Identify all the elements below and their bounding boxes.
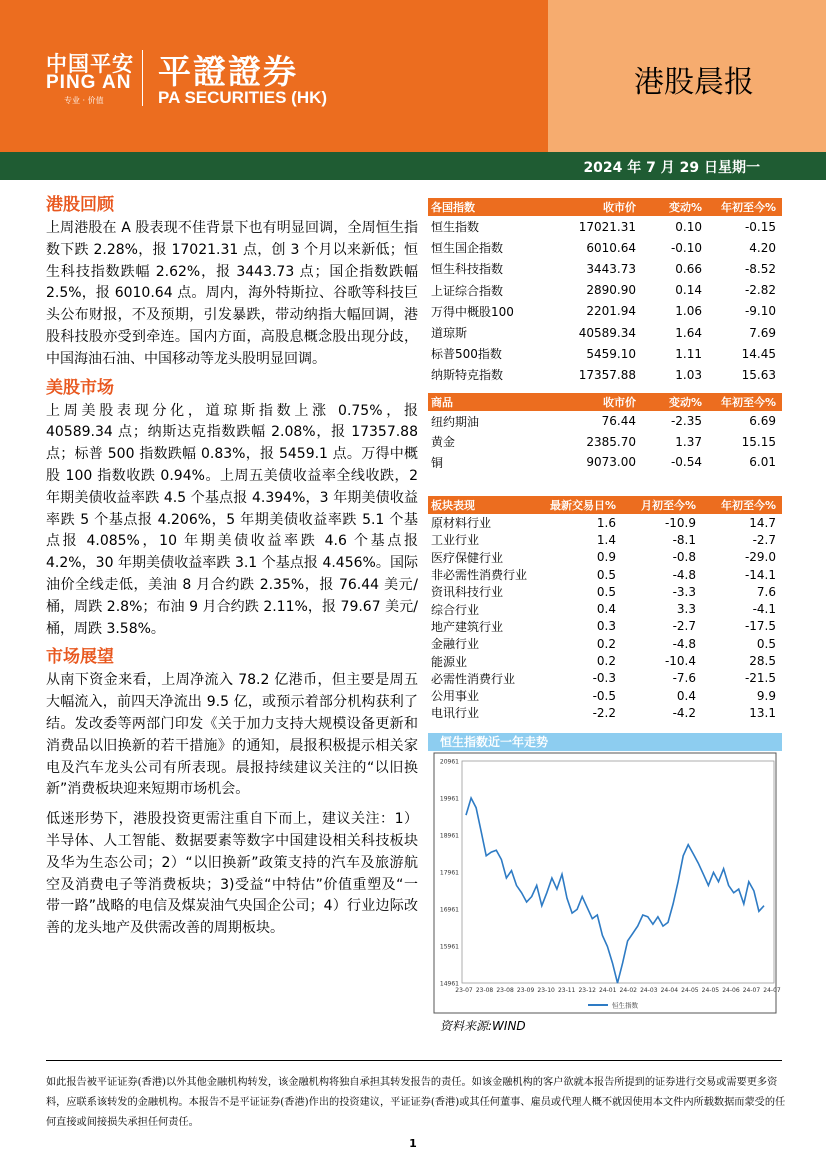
table-cell: 非必需性消费行业 — [431, 568, 528, 583]
table-row — [428, 583, 782, 600]
page-number: 1 — [409, 1137, 417, 1150]
table-cell: 道琼斯 — [431, 326, 468, 341]
hsi-chart — [428, 751, 782, 1016]
table-cell: 医疗保健行业 — [431, 550, 504, 565]
x-tick-label: 24-07 — [742, 987, 761, 994]
table-cell: 综合行业 — [431, 602, 480, 617]
table-row — [428, 687, 782, 704]
table-cell: 能源业 — [431, 654, 468, 669]
y-tick-label: 15961 — [439, 943, 459, 951]
y-tick-label: 18961 — [439, 832, 459, 840]
section-paragraph: 从南下资金来看，上周净流入 78.2 亿港币，但主要是周五大幅流入，前四天净流出 9.5 亿，或预示着部分机构获利了结。发改委等两部门印发《关于加力支持大规模设备更新和消费品以旧换新的若干措施》的通知，晨报积极提示相关家电及汽车龙头公司有所表现。晨报持续建议关注的“以旧换新”消费板块迎来短期市场机会。 — [46, 672, 418, 798]
chart-title: 恒生指数近一年走势 — [428, 733, 782, 751]
table-cell: 0.9 — [596, 550, 616, 565]
table-cell: 17357.88 — [578, 367, 636, 382]
brand-name-cn: 平證證券 — [158, 52, 298, 91]
table-cell: 标普500指数 — [431, 347, 502, 362]
table-cell: 0.2 — [596, 636, 616, 651]
table-row — [428, 301, 782, 322]
table-cell: -8.52 — [744, 261, 776, 276]
table-cell: -2.82 — [744, 283, 776, 298]
table-cell: -21.5 — [744, 671, 776, 686]
table-cell: 必需性消费行业 — [431, 671, 516, 686]
table-cell: 2201.94 — [586, 304, 636, 319]
table-header: 商品 收市价 变动% 年初至今% — [428, 393, 782, 411]
table-cell: 恒生指数 — [431, 220, 480, 235]
table-row — [428, 452, 782, 473]
table-cell: 0.4 — [596, 602, 616, 617]
table-row — [428, 514, 782, 531]
table-cell: 0.5 — [756, 636, 776, 651]
table-cell: -2.7 — [672, 619, 696, 634]
table-cell: -10.4 — [664, 654, 696, 669]
logo-divider — [142, 50, 143, 106]
table-row — [428, 258, 782, 279]
table-cell: 1.11 — [675, 346, 702, 361]
table-row — [428, 566, 782, 583]
y-tick-label: 19961 — [439, 795, 459, 803]
table-cell: 工业行业 — [431, 533, 480, 548]
table-row — [428, 704, 782, 721]
x-tick-label: 23-09 — [516, 987, 535, 994]
table-header: 各国指数 收市价 变动% 年初至今% — [428, 198, 782, 216]
table-cell: -3.3 — [672, 584, 696, 599]
table-cell: 6010.64 — [586, 240, 636, 255]
table-row — [428, 531, 782, 548]
footer-divider — [46, 1060, 782, 1061]
table-cell: 5459.10 — [586, 346, 636, 361]
table-row — [428, 432, 782, 453]
x-tick-label: 23-10 — [537, 987, 555, 994]
table-row — [428, 670, 782, 687]
table-cell: 6.01 — [749, 455, 776, 470]
x-tick-label: 24-02 — [619, 987, 637, 994]
table-row — [428, 411, 782, 432]
table-cell: 0.2 — [596, 654, 616, 669]
table-row — [428, 618, 782, 635]
x-tick-label: 24-03 — [640, 987, 658, 994]
y-tick-label: 20961 — [439, 758, 459, 766]
chart-frame — [434, 753, 776, 1013]
header-brand-panel — [0, 0, 548, 152]
x-tick-label: 24-07 — [763, 987, 781, 994]
table-cell: -0.54 — [670, 455, 702, 470]
table-cell: 0.5 — [596, 567, 616, 582]
index-table — [428, 198, 782, 386]
table-cell: 4.20 — [749, 240, 776, 255]
pingan-logo-cn: 中国平安 — [46, 52, 134, 76]
hsi-chart-svg — [428, 751, 782, 1016]
table-cell: 恒生科技指数 — [431, 262, 504, 277]
table-cell: 恒生国企指数 — [431, 241, 504, 256]
section-title: 美股市场 — [46, 377, 114, 398]
table-cell: -0.3 — [592, 671, 616, 686]
x-tick-label: 23-08 — [475, 987, 494, 994]
table-cell: 1.64 — [675, 325, 702, 340]
table-cell: -17.5 — [744, 619, 776, 634]
commentary-column — [46, 192, 418, 940]
table-cell: -4.1 — [752, 602, 776, 617]
table-row — [428, 216, 782, 237]
table-cell: 15.63 — [741, 367, 776, 382]
section-paragraph: 上周港股在 A 股表现不佳背景下也有明显回调，全周恒生指数下跌 2.28%，报 17021.31 点，创 3 个月以来新低；恒生科技指数跌幅 2.62%，报 3443.73 点；国企指数跌幅 2.5%，报 6010.64 点。周内，海外特斯拉、谷歌等科技巨头公布财报，不及预期，引发暴跌，带动纳指大幅回调，港股科技股亦受到牵连。国内方面，高股息概念股出现分歧，中国海油石油、中国移动等龙头股明显回调。 — [46, 220, 418, 367]
table-cell: -0.5 — [592, 688, 616, 703]
table-row — [428, 343, 782, 364]
report-date: 2024 年 7 月 29 日星期一 — [583, 160, 760, 176]
table-cell: 15.15 — [741, 434, 776, 449]
table-cell: 0.10 — [675, 219, 702, 234]
table-cell: 3443.73 — [586, 261, 636, 276]
table-cell: -14.1 — [744, 567, 776, 582]
x-tick-label: 24-05 — [681, 987, 699, 994]
y-tick-label: 17961 — [439, 869, 459, 877]
table-cell: -4.2 — [672, 705, 696, 720]
x-tick-label: 23-07 — [455, 987, 473, 994]
table-cell: -29.0 — [744, 550, 776, 565]
table-cell: 14.7 — [749, 515, 776, 530]
table-row — [428, 549, 782, 566]
table-cell: 6.69 — [749, 414, 776, 429]
table-cell: 1.4 — [596, 532, 616, 547]
table-row — [428, 652, 782, 669]
table-cell: 13.1 — [749, 705, 776, 720]
section-title: 港股回顾 — [46, 195, 114, 215]
table-cell: -2.2 — [592, 705, 616, 720]
commodity-table — [428, 393, 782, 473]
table-cell: 9.9 — [756, 688, 776, 703]
table-cell: 2385.70 — [586, 434, 636, 449]
table-row — [428, 237, 782, 258]
section-paragraph: 低迷形势下，港股投资更需注重自下而上，建议关注：1）半导体、人工智能、数据要素等数字中国建设相关科技板块及华为生态公司；2）“以旧换新”政策支持的汽车及旅游航空及消费电子等消费板块；3)受益“中特估”价值重塑及“一带一路”战略的电信及煤炭油气央国企公司；4）行业边际改善的龙头地产及供需改善的周期板块。 — [46, 811, 418, 937]
table-cell: -10.9 — [664, 515, 696, 530]
pingan-slogan: 专业 · 价值 — [64, 96, 104, 105]
table-row — [428, 280, 782, 301]
table-cell: -0.15 — [744, 219, 776, 234]
table-cell: 1.06 — [675, 304, 702, 319]
table-cell: 0.3 — [596, 619, 616, 634]
table-row — [428, 600, 782, 617]
report-header — [0, 0, 826, 152]
disclaimer: 如此报告被平证证券(香港)以外其他金融机构转发，该金融机构将独自承担其转发报告的责任。如该金融机构的客户欲就本报告所提到的证券进行交易或需要更多资料，应联系该转发的金融机构。本报告不是平证证券(香港)作出的投资建议，平证证券(香港)或其任何董事、雇员或代理人概不就因使用本文件内所载数据而蒙受的任何直接或间接损失承担任何责任。 — [46, 1077, 786, 1128]
table-row — [428, 364, 782, 385]
table-cell: 上证综合指数 — [431, 283, 504, 298]
y-tick-label: 16961 — [439, 906, 459, 914]
pingan-logo-en: PING AN — [46, 72, 132, 93]
table-cell: 1.03 — [675, 367, 702, 382]
brand-name-en: PA SECURITIES (HK) — [158, 88, 328, 107]
table-cell: 纽约期油 — [431, 414, 480, 429]
table-cell: -2.35 — [670, 414, 702, 429]
table-cell: 14.45 — [741, 346, 776, 361]
table-cell: -0.8 — [672, 550, 696, 565]
table-cell: -9.10 — [744, 304, 776, 319]
table-cell: 2890.90 — [586, 283, 636, 298]
x-tick-label: 24-05 — [701, 987, 720, 994]
legend-label: 恒生指数 — [612, 1001, 638, 1010]
table-cell: -8.1 — [672, 532, 696, 547]
table-cell: 9073.00 — [586, 455, 636, 470]
sector-table — [428, 496, 782, 722]
table-cell: 公用事业 — [431, 689, 480, 704]
x-tick-label: 24-04 — [660, 987, 679, 994]
report-title: 港股晨报 — [634, 65, 754, 100]
table-cell: 万得中概股100 — [431, 304, 514, 319]
table-cell: 7.6 — [756, 584, 776, 599]
table-cell: 40589.34 — [578, 325, 636, 340]
table-cell: -4.8 — [672, 636, 696, 651]
x-tick-label: 24-01 — [599, 987, 617, 994]
table-cell: 0.5 — [596, 584, 616, 599]
section-title: 市场展望 — [46, 647, 114, 668]
table-cell: 0.4 — [676, 688, 696, 703]
table-row — [428, 635, 782, 652]
table-cell: 28.5 — [749, 654, 776, 669]
x-tick-label: 23-12 — [578, 987, 596, 994]
table-cell: 地产建筑行业 — [431, 619, 504, 634]
table-cell: 金融行业 — [431, 637, 480, 652]
table-cell: -0.10 — [670, 240, 702, 255]
table-cell: 1.37 — [675, 434, 702, 449]
table-row — [428, 322, 782, 343]
table-cell: 17021.31 — [578, 219, 636, 234]
section-paragraph: 上周美股表现分化，道琼斯指数上涨 0.75%，报 40589.34 点；纳斯达克指数跌幅 2.08%，报 17357.88 点；标普 500 指数跌幅 0.83%，报 5459.1 点。万得中概股 100 指数收跌 0.94%。上周五美债收益率全线收跌，2 年期美债收益率跌 4.5 个基点报 4.394%，3 年期美债收益率跌 5 个基点报 4.206%，5 年期美债收益率跌 5.1 个基点报 4.085%，10 年期美债收益率跌 4.6 个基点报 4.2%，30 年期美债收益率跌 3.1 个基点报 4.456%。国际油价全线走低，美油 8 月合约跌 2.35%，报 76.44 美元/桶，周跌 2.8%；布油 9 月合约跌 2.11%，报 79.67 美元/桶，周跌 3.58%。 — [46, 402, 418, 637]
table-cell: 0.66 — [675, 261, 702, 276]
table-cell: 电讯行业 — [431, 706, 480, 721]
table-cell: 纳斯特克指数 — [431, 368, 504, 383]
table-cell: -2.7 — [752, 532, 776, 547]
table-cell: -4.8 — [672, 567, 696, 582]
date-bar — [0, 152, 826, 180]
table-cell: 0.14 — [675, 283, 702, 298]
y-tick-label: 14961 — [439, 980, 459, 988]
table-cell: 资讯科技行业 — [431, 585, 504, 600]
table-cell: 原材料行业 — [431, 516, 492, 531]
table-cell: -7.6 — [672, 671, 696, 686]
table-cell: 铜 — [431, 455, 444, 470]
table-cell: 7.69 — [749, 325, 776, 340]
x-tick-label: 24-06 — [722, 987, 740, 994]
table-cell: 1.6 — [596, 515, 616, 530]
x-tick-label: 23-11 — [557, 987, 576, 994]
x-tick-label: 23-08 — [496, 987, 514, 994]
chart-source: 资料来源:WIND — [440, 1019, 526, 1033]
table-cell: 3.3 — [676, 602, 696, 617]
table-cell: 黄金 — [431, 435, 456, 450]
table-cell: 76.44 — [601, 414, 636, 429]
table-header: 板块表现 最新交易日% 月初至今% 年初至今% — [428, 496, 782, 514]
